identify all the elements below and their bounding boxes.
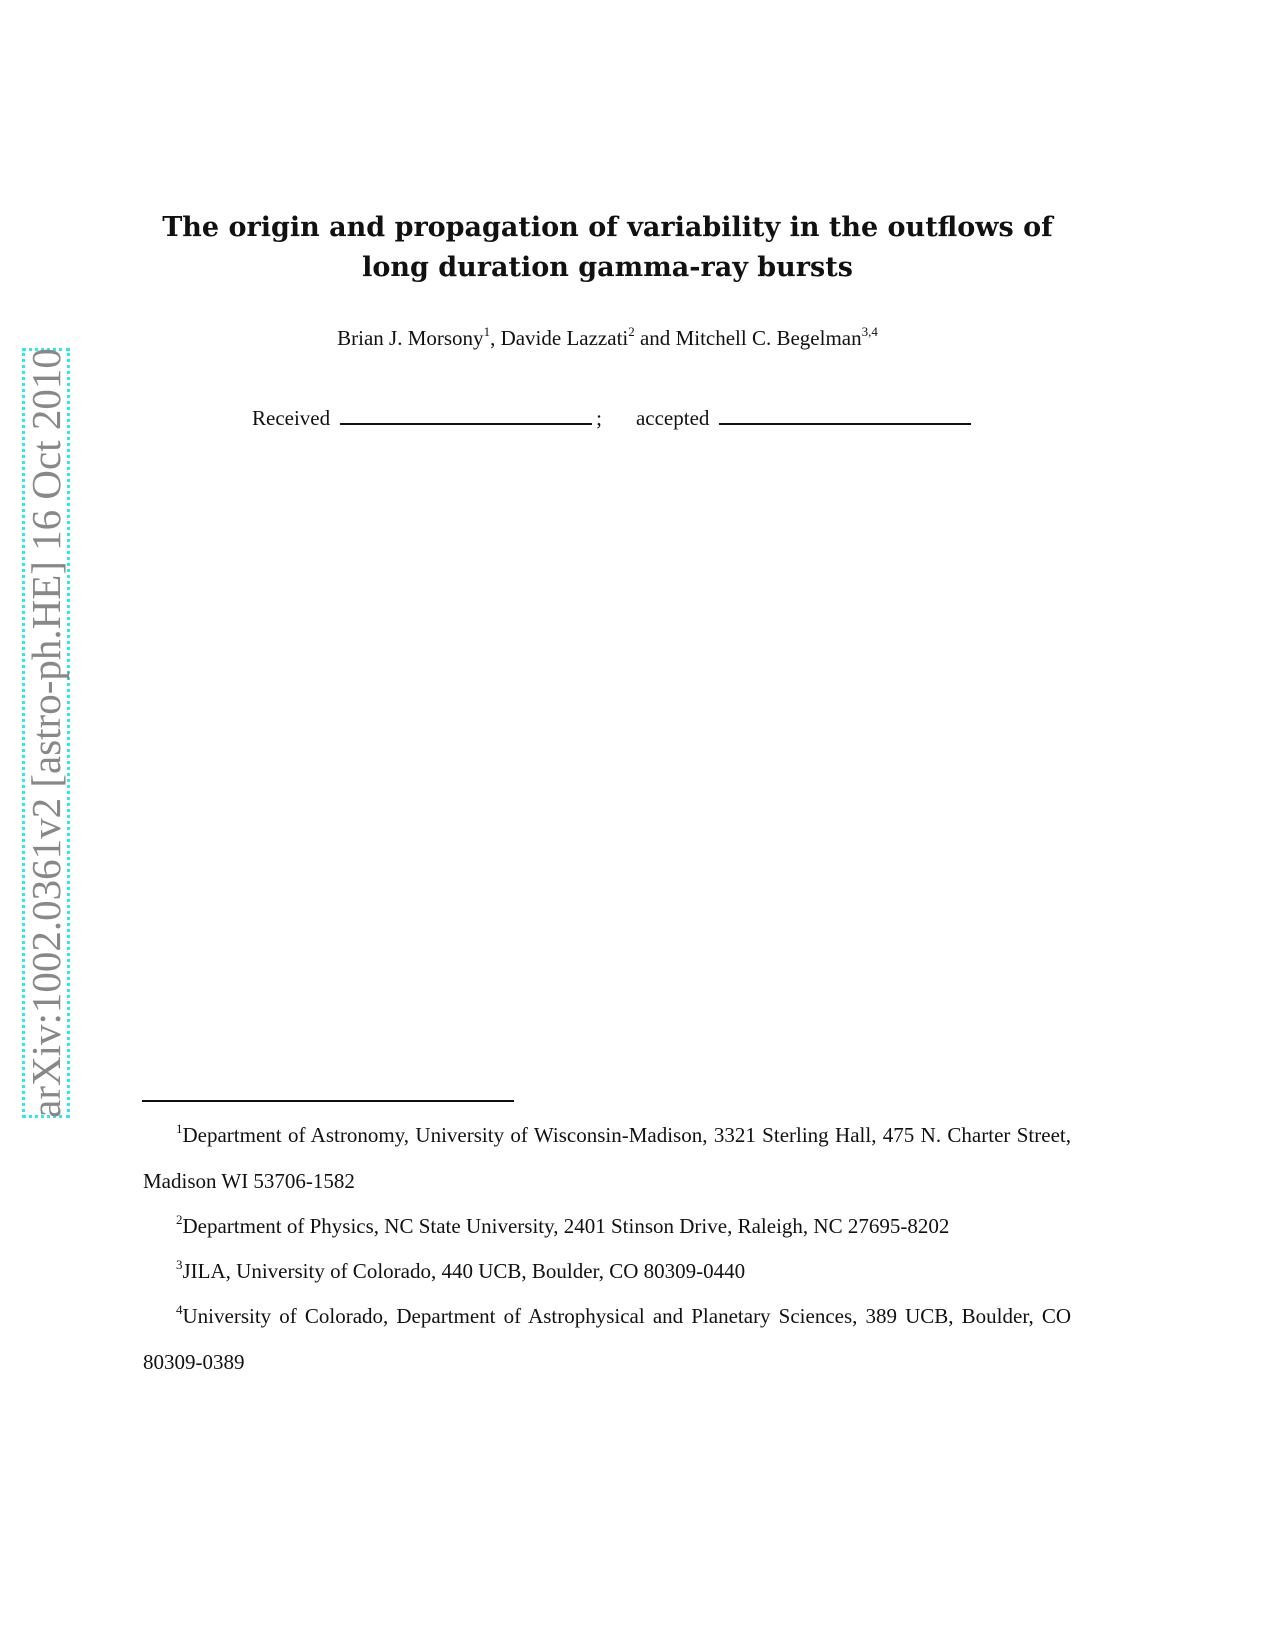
arxiv-stamp-text: arXiv:1002.0361v2 [astro-ph.HE] 16 Oct 2010 [23,348,69,1118]
author-affiliation: 1 [483,324,491,339]
footnote-mark: 4 [176,1302,183,1317]
separator: , [490,326,501,350]
received-blank [340,405,592,425]
footnote-text: Department of Physics, NC State University, 2401 Stinson Drive, Raleigh, NC 27695-8202 [182,1214,950,1238]
footnote-rule [142,1100,514,1102]
title-line-2: long duration gamma-ray bursts [362,252,853,283]
footnotes [143,1112,1071,1384]
author-affiliation: 3,4 [861,324,878,339]
separator: and [634,326,676,350]
footnote-text: JILA, University of Colorado, 440 UCB, Boulder, CO 80309-0440 [182,1259,746,1283]
footnote [143,1203,1071,1249]
received-accepted-line [252,405,975,431]
author-affiliation: 2 [628,324,635,339]
footnote-mark: 3 [176,1257,183,1272]
title-line-1: The origin and propagation of variability in the outflows of [162,212,1053,243]
semicolon: ; [596,406,602,430]
author-name: Brian J. Morsony [337,326,484,350]
accepted-blank [719,405,971,425]
footnote [143,1112,1071,1204]
footnote-mark: 1 [176,1121,183,1136]
footnote-text: University of Colorado, Department of Astrophysical and Planetary Sciences, 389 UCB, Boulder, CO 80309-0389 [143,1304,1071,1374]
received-label: Received [252,406,331,430]
author-name: Mitchell C. Begelman [675,326,862,350]
footnote [143,1293,1071,1385]
footnote [143,1248,1071,1294]
footnote-mark: 2 [176,1212,183,1227]
author-name: Davide Lazzati [500,326,629,350]
author-list [150,326,1065,351]
paper-title [150,208,1065,288]
arxiv-stamp [22,348,70,1118]
footnote-text: Department of Astronomy, University of Wisconsin-Madison, 3321 Sterling Hall, 475 N. Charter Street, Madison WI 53706-1582 [143,1123,1071,1193]
accepted-label: accepted [635,406,710,430]
